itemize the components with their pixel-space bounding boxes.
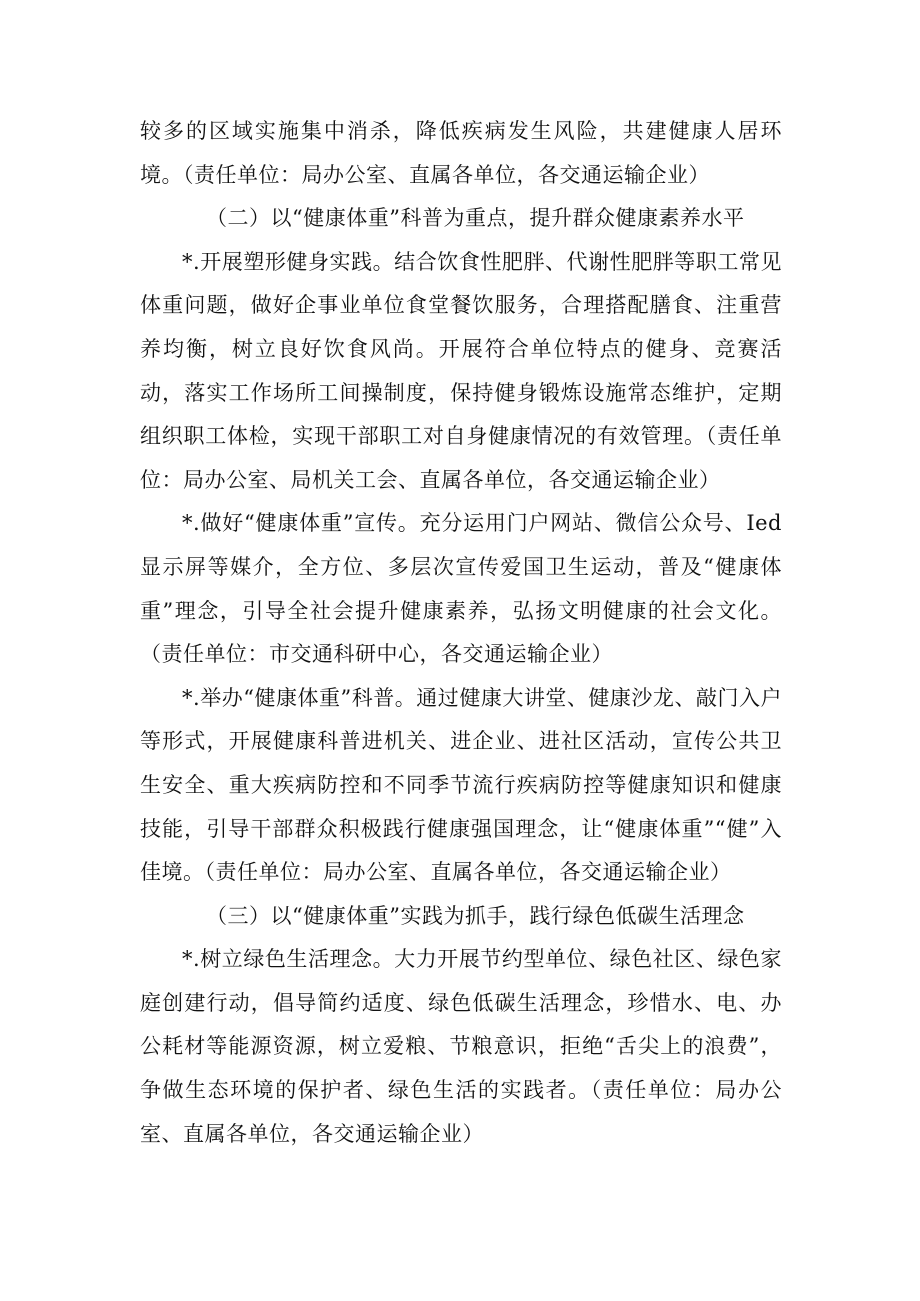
section-heading-two: （二）以“健康体重”科普为重点，提升群众健康素养水平 [206, 206, 745, 231]
paragraph-science-popularization: *.举办“健康体重”科普。通过健康大讲堂、健康沙龙、敲门入户等形式，开展健康科普进机关、进企业、进社区活动，宣传公共卫生安全、重大疾病防控和不同季节流行疾病防控等健康知识和健康技能，引导干部群众积极践行健康强国理念，让“健康体重”“健”入佳境。（责任单位：局办公室、直属各单位，各交通运输企业） [140, 685, 782, 885]
paragraph-fitness-practice: *.开展塑形健身实践。结合饮食性肥胖、代谢性肥胖等职工常见体重问题，做好企事业单位食堂餐饮服务，合理搭配膳食、注重营养均衡，树立良好饮食风尚。开展符合单位特点的健身、竞赛活动，落实工作场所工间操制度，保持健身锻炼设施常态维护，定期组织职工体检，实现干部职工对自身健康情况的有效管理。（责任单位：局办公室、局机关工会、直属各单位，各交通运输企业） [140, 249, 782, 492]
paragraph-publicity: *.做好“健康体重”宣传。充分运用门户网站、微信公众号、Ied显示屏等媒介，全方位、多层次宣传爱国卫生运动，普及“健康体重”理念，引导全社会提升健康素养，弘扬文明健康的社会文化。（责任单位：市交通科研中心，各交通运输企业） [140, 511, 782, 667]
paragraph-continued: 较多的区域实施集中消杀，降低疾病发生风险，共建健康人居环境。（责任单位：局办公室、直属各单位，各交通运输企业） [140, 119, 782, 187]
section-heading-three: （三）以“健康体重”实践为抓手，践行绿色低碳生活理念 [206, 903, 745, 928]
document-body [140, 110, 782, 1156]
paragraph-green-living: *.树立绿色生活理念。大力开展节约型单位、绿色社区、绿色家庭创建行动，倡导简约适度、绿色低碳生活理念，珍惜水、电、办公耗材等能源资源，树立爱粮、节粮意识，拒绝“舌尖上的浪费”，争做生态环境的保护者、绿色生活的实践者。（责任单位：局办公室、直属各单位，各交通运输企业） [140, 947, 782, 1146]
